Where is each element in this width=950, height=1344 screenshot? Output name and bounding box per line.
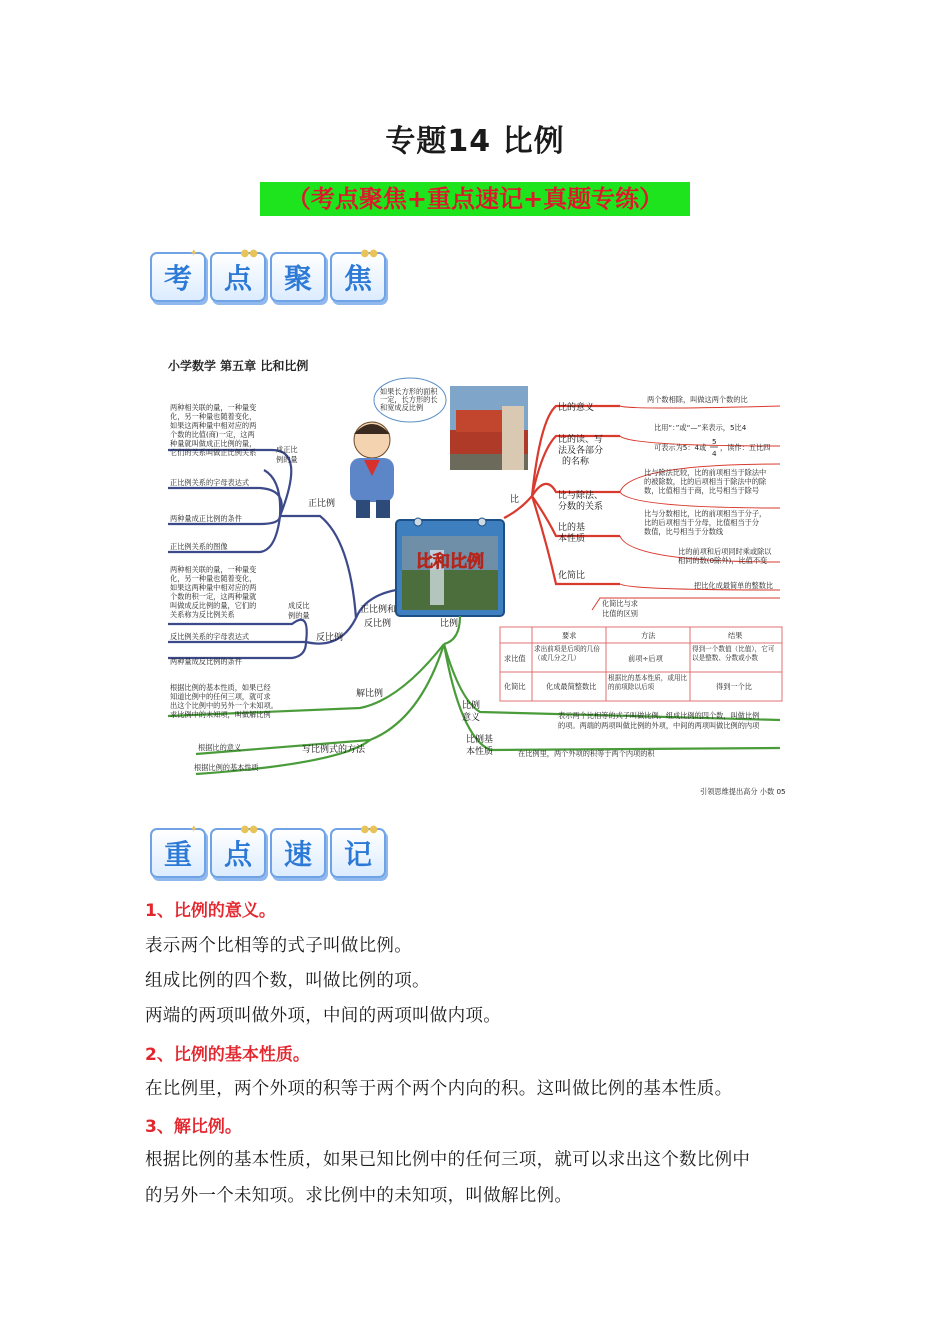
svg-text:根据比例的基本性质，如果已经: 根据比例的基本性质，如果已经 <box>170 683 271 692</box>
center-label: 比和比例 <box>416 552 484 572</box>
ratio-fraction-denominator: 4 <box>712 449 717 458</box>
svg-text:正比例关系的图像: 正比例关系的图像 <box>170 542 228 551</box>
svg-text:出这个比例中的另外一个未知项。: 出这个比例中的另外一个未知项。 <box>170 701 278 710</box>
svg-text:成反比: 成反比 <box>288 601 310 610</box>
svg-text:和宽成反比例: 和宽成反比例 <box>380 403 424 412</box>
note-line: 组成比例的四个数，叫做比例的项。 <box>145 971 430 991</box>
ratio-simplify-label: 化简比 <box>558 571 586 581</box>
svg-text:方法: 方法 <box>641 631 656 640</box>
svg-text:本性质: 本性质 <box>466 747 494 757</box>
prop-property-text: 在比例里，两个外项的积等于两个内项的积 <box>518 749 655 758</box>
svg-text:化成最简整数比: 化成最简整数比 <box>546 682 597 691</box>
page-title: 专题14 比例 <box>385 124 565 159</box>
ratio-simplify-text: 把比化成最简单的整数比 <box>694 581 774 590</box>
focus-tiles <box>150 248 386 302</box>
svg-text:要求: 要求 <box>562 631 577 640</box>
svg-text:比例: 比例 <box>462 701 481 711</box>
svg-text:比与分数相比，比的前项相当于分子，: 比与分数相比，比的前项相当于分子， <box>644 509 767 518</box>
solve-description <box>170 683 278 720</box>
svg-text:两种量成反比例的条件: 两种量成反比例的条件 <box>170 657 242 666</box>
svg-text:本性质: 本性质 <box>558 534 586 544</box>
svg-text:个数的比值(商)一定，这两: 个数的比值(商)一定，这两 <box>170 430 255 439</box>
svg-text:反比例关系的字母表达式: 反比例关系的字母表达式 <box>170 632 250 641</box>
svg-text:数值，比号相当于分数线: 数值，比号相当于分数线 <box>644 527 724 536</box>
svg-text:意义: 意义 <box>462 713 481 723</box>
svg-text:如果这两种量中相对应的两: 如果这两种量中相对应的两 <box>170 421 257 430</box>
svg-text:化，另一种量也随着变化，: 化，另一种量也随着变化， <box>170 412 257 421</box>
svg-text:求比例中的未知项，叫做解比例: 求比例中的未知项，叫做解比例 <box>170 710 271 719</box>
inverse-description <box>170 565 257 619</box>
svg-text:求比值: 求比值 <box>504 654 526 663</box>
ratio-reading-line2-prefix: 可表示为5：4或 <box>654 443 707 452</box>
svg-text:结果: 结果 <box>728 631 743 640</box>
svg-text:比与除法比较，比的前项相当于除法中: 比与除法比较，比的前项相当于除法中 <box>644 468 767 477</box>
svg-text:成正比: 成正比 <box>276 445 298 454</box>
svg-text:前项÷后项: 前项÷后项 <box>628 654 663 663</box>
svg-text:的项。两端的两项叫做比例的外项，中间的两项叫做比例的内项: 的项。两端的两项叫做比例的外项，中间的两项叫做比例的内项 <box>558 721 760 730</box>
ratio-reading-line1: 比用“：”或“—”来表示，5比4 <box>654 423 747 432</box>
mindmap-figure <box>160 340 790 800</box>
svg-text:它们的关系叫做正比例关系: 它们的关系叫做正比例关系 <box>170 448 257 457</box>
note-heading: 1、比例的意义。 <box>145 901 276 921</box>
inverse-label: 反比例 <box>316 633 344 643</box>
svg-text:的名称: 的名称 <box>562 457 590 467</box>
svg-text:正比例关系的字母表达式: 正比例关系的字母表达式 <box>170 478 250 487</box>
direct-label: 正比例 <box>308 499 336 509</box>
note-line: 在比例里，两个外项的积等于两个两个内向的积。这叫做比例的基本性质。 <box>145 1079 733 1099</box>
svg-text:一定，长方形的长: 一定，长方形的长 <box>380 395 438 404</box>
svg-text:比与除法、: 比与除法、 <box>558 491 604 501</box>
svg-text:叫做成反比例的量，它们的: 叫做成反比例的量，它们的 <box>170 601 257 610</box>
note-line: 表示两个比相等的式子叫做比例。 <box>145 936 412 956</box>
mindmap-footer: 引领思维提出高分 小数 05 <box>700 787 786 796</box>
notes-tile: 速 <box>270 828 326 878</box>
branch-direct-inverse-label-line2: 反比例 <box>364 619 392 629</box>
svg-text:两种相关联的量，一种量变: 两种相关联的量，一种量变 <box>170 403 257 412</box>
tiananmen-photo <box>450 386 528 470</box>
svg-text:种量就叫做成正比例的量，: 种量就叫做成正比例的量， <box>170 439 257 448</box>
subtitle-banner: （考点聚焦+重点速记+真题专练） <box>260 182 690 216</box>
ratio-leaf-lines <box>592 406 780 610</box>
ratio-comparison-table: 要求 方法 结果 求比值 求出前项是后项的几倍（或几分之几） 前项÷后项 得到一个数值（比值），它可以是整数、分数或小数 化简比 化成最简整数比 根据比的基本性质，或用比的前项除以后项 得到一个比 <box>500 627 782 701</box>
student-illustration <box>350 378 446 518</box>
solve-label: 解比例 <box>356 689 384 699</box>
note-line: 的另外一个未知项。求比例中的未知项，叫做解比例。 <box>145 1186 573 1206</box>
notes-tile: ✦ 重 <box>150 828 206 878</box>
notes-tile: ●● 点 <box>210 828 266 878</box>
direct-description <box>170 403 257 457</box>
ratio-meaning-text: 两个数相除，叫做这两个数的比 <box>647 395 748 404</box>
note-line: 根据比例的基本性质，如果已知比例中的任何三项，就可以求出这个数比例中 <box>145 1150 751 1170</box>
svg-text:化简比: 化简比 <box>504 682 526 691</box>
notes-tile: ●● 记 <box>330 828 386 878</box>
svg-text:比的后项相当于分母，比值相当于分: 比的后项相当于分母，比值相当于分 <box>644 518 760 527</box>
svg-text:例的量: 例的量 <box>288 611 310 620</box>
svg-text:根据比例的基本性质: 根据比例的基本性质 <box>194 763 259 772</box>
focus-tile: ●● 点 <box>210 252 266 302</box>
svg-text:两种量成正比例的条件: 两种量成正比例的条件 <box>170 514 242 523</box>
svg-text:分数的关系: 分数的关系 <box>558 502 604 512</box>
branch-ratio-label: 比 <box>510 495 520 505</box>
ratio-meaning-label: 比的意义 <box>558 403 595 413</box>
ratio-fraction-numerator: 5 <box>712 437 717 446</box>
note-heading: 2、比例的基本性质。 <box>145 1045 310 1065</box>
focus-tile: 聚 <box>270 252 326 302</box>
svg-text:知道比例中的任何三项，就可求: 知道比例中的任何三项，就可求 <box>170 692 271 701</box>
svg-text:得到一个比: 得到一个比 <box>716 682 752 691</box>
svg-text:例的量: 例的量 <box>276 455 298 464</box>
svg-text:化，另一种量也随着变化，: 化，另一种量也随着变化， <box>170 574 257 583</box>
branch-direct-inverse-label-line1: 正比例和 <box>360 605 397 615</box>
svg-text:个数的积一定，这两种量就: 个数的积一定，这两种量就 <box>170 592 257 601</box>
notes-tiles <box>150 824 386 878</box>
svg-text:根据比的意义: 根据比的意义 <box>198 743 242 752</box>
svg-text:的被除数，比的后项相当于除法中的除: 的被除数，比的后项相当于除法中的除 <box>644 477 767 486</box>
ratio-reading-line2-suffix: ，读作：五比四 <box>720 443 771 452</box>
svg-text:比的基: 比的基 <box>558 523 586 533</box>
note-heading: 3、解比例。 <box>145 1117 242 1137</box>
center-calendar-image <box>396 518 504 616</box>
svg-text:表示两个比相等的式子叫做比例。组成比例的四个数，叫做比例: 表示两个比相等的式子叫做比例。组成比例的四个数，叫做比例 <box>558 711 760 720</box>
focus-tile: ●● 焦 <box>330 252 386 302</box>
svg-text:比的前项和后项同时乘或除以: 比的前项和后项同时乘或除以 <box>678 547 772 556</box>
svg-text:两种相关联的量，一种量变: 两种相关联的量，一种量变 <box>170 565 257 574</box>
note-line: 两端的两项叫做外项，中间的两项叫做内项。 <box>145 1006 501 1026</box>
svg-text:比的读、写: 比的读、写 <box>558 435 604 445</box>
focus-tile: ✦ 考 <box>150 252 206 302</box>
write-label: 写比例式的方法 <box>302 745 366 755</box>
svg-text:相同的数(0除外)，比值不变: 相同的数(0除外)，比值不变 <box>678 556 768 565</box>
svg-text:关系称为反比例关系: 关系称为反比例关系 <box>170 610 235 619</box>
svg-text:比例基: 比例基 <box>466 735 494 745</box>
svg-text:比值的区别: 比值的区别 <box>602 609 638 618</box>
svg-text:法及各部分: 法及各部分 <box>558 446 604 456</box>
svg-text:如果长方形的面积: 如果长方形的面积 <box>380 387 438 396</box>
svg-text:数，比值相当于商，比号相当于除号: 数，比值相当于商，比号相当于除号 <box>644 486 760 495</box>
svg-text:如果这两种量中相对应的两: 如果这两种量中相对应的两 <box>170 583 257 592</box>
svg-text:化简比与求: 化简比与求 <box>602 599 638 608</box>
branch-proportion-label: 比例 <box>440 619 459 629</box>
mindmap-header: 小学数学 第五章 比和比例 <box>168 359 309 373</box>
